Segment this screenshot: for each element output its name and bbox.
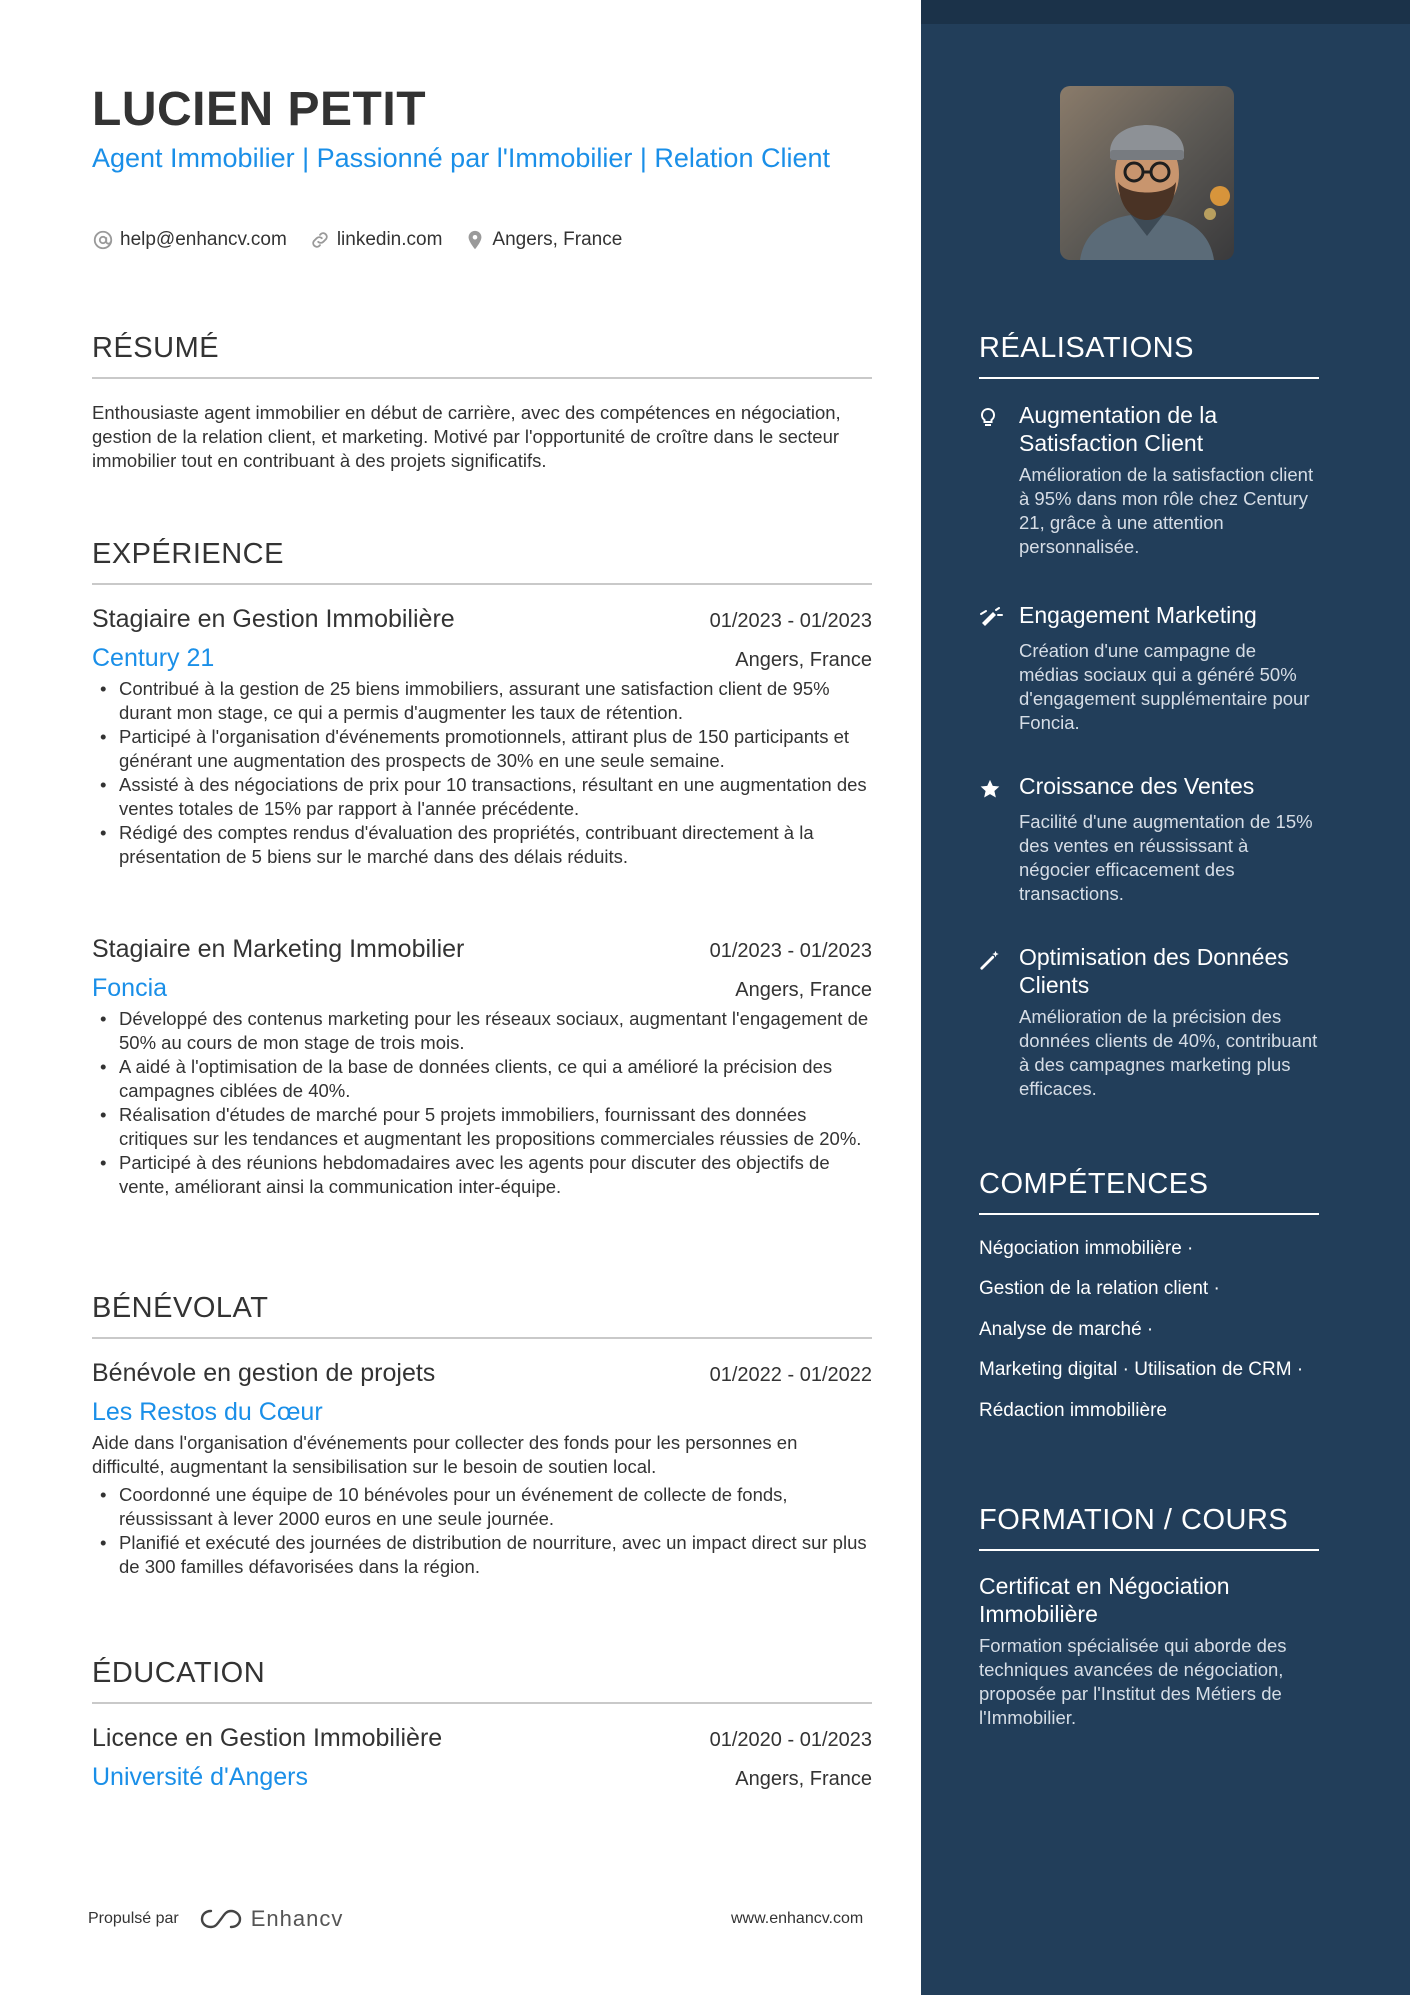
headline: Agent Immobilier | Passionné par l'Immobilier | Relation Client	[92, 143, 830, 173]
megaphone-icon	[979, 603, 1007, 633]
job-bullets	[92, 677, 872, 869]
enhancv-logo[interactable]	[199, 1906, 344, 1932]
achievement-title: Augmentation de la Satisfaction Client	[1019, 402, 1218, 456]
contact-bar	[92, 229, 644, 251]
achievement-desc: Création d'une campagne de médias sociaux qui a généré 50% d'engagement supplémentaire pour Foncia.	[1019, 640, 1310, 733]
achievement-title: Optimisation des Données Clients	[1019, 944, 1289, 998]
contact-linkedin[interactable]	[309, 229, 443, 251]
achievement-item	[979, 772, 1319, 906]
education-dates: 01/2020 - 01/2023	[709, 1729, 872, 1751]
education-location: Angers, France	[735, 1768, 872, 1790]
bullet-item: • Contribué à la gestion de 25 biens immobiliers, assurant une satisfaction client de 95% durant mon stage, ce qui a permis d'augmenter les taux de rétention.	[92, 677, 872, 725]
location-text: Angers, France	[492, 229, 623, 250]
skill-line: Marketing digital · Utilisation de CRM ·	[979, 1359, 1304, 1380]
course-desc: Formation spécialisée qui aborde des techniques avancées de négociation, proposée par l'Institut des Métiers de l'Immobilier.	[979, 1635, 1287, 1728]
profile-photo	[1060, 86, 1234, 260]
link-icon	[309, 229, 331, 251]
achievement-title: Engagement Marketing	[1019, 602, 1257, 628]
section-title-achievements: RÉALISATIONS	[979, 332, 1319, 379]
company-name[interactable]: Century 21	[92, 644, 215, 672]
enhancv-logo-icon	[199, 1907, 245, 1931]
email-text: help@enhancv.com	[120, 229, 287, 250]
job-location: Angers, France	[735, 649, 872, 671]
job-dates: 01/2023 - 01/2023	[709, 940, 872, 962]
footer-website[interactable]: www.enhancv.com	[731, 1910, 864, 1927]
bullet-item: • Planifié et exécuté des journées de distribution de nourriture, avec un impact direct sur plus de 300 familles défavorisées dans la région.	[92, 1531, 872, 1579]
skill-line: Négociation immobilière ·	[979, 1238, 1194, 1259]
sidebar-top-bar	[921, 0, 1410, 24]
star-icon	[979, 774, 1007, 804]
volunteer-role: Bénévole en gestion de projets	[92, 1359, 436, 1387]
job-title: Stagiaire en Gestion Immobilière	[92, 605, 455, 633]
achievement-item	[979, 401, 1319, 559]
powered-by-label: Propulsé par	[88, 1910, 179, 1927]
achievement-item	[979, 601, 1319, 735]
job-bullets	[92, 1007, 872, 1199]
brand-name: Enhancv	[250, 1906, 344, 1931]
summary-text: Enthousiaste agent immobilier en début de carrière, avec des compétences en négociation, gestion de la relation client, et marketing. Motivé par l'opportunité de croître dans le secteur immobilier tout en contribuant à des projets significatifs.	[92, 402, 841, 471]
job-dates: 01/2023 - 01/2023	[709, 610, 872, 632]
skill-line: Gestion de la relation client ·	[979, 1278, 1220, 1299]
achievement-desc: Amélioration de la précision des données clients de 40%, contribuant à des campagnes marketing plus efficaces.	[1019, 1006, 1318, 1099]
contact-email[interactable]	[92, 229, 287, 251]
bullet-item: • Rédigé des comptes rendus d'évaluation des propriétés, contribuant directement à la présentation de 5 biens sur le marché dans des délais réduits.	[92, 821, 872, 869]
achievement-title: Croissance des Ventes	[1019, 773, 1255, 799]
section-title-experience: EXPÉRIENCE	[92, 538, 872, 585]
magic-wand-icon	[979, 945, 1007, 975]
volunteer-org[interactable]: Les Restos du Cœur	[92, 1398, 323, 1426]
bullet-item: • Participé à des réunions hebdomadaires avec les agents pour discuter des objectifs de vente, améliorant ainsi la communication inter-équipe.	[92, 1151, 872, 1199]
degree: Licence en Gestion Immobilière	[92, 1724, 443, 1752]
at-icon	[92, 229, 114, 251]
volunteering-item	[92, 1359, 872, 1579]
linkedin-text: linkedin.com	[336, 229, 443, 250]
course-item	[979, 1572, 1319, 1730]
volunteer-description: Aide dans l'organisation d'événements pour collecter des fonds pour les personnes en difficulté, augmentant la sensibilisation sur le besoin de soutien local.	[92, 1432, 798, 1477]
bullet-item: • Participé à l'organisation d'événements promotionnels, attirant plus de 150 participants et générant une augmentation des prospects de 30% en une seule semaine.	[92, 725, 872, 773]
experience-item	[92, 935, 872, 1199]
section-title-summary: RÉSUMÉ	[92, 332, 872, 379]
footer-branding	[88, 1906, 343, 1932]
volunteer-dates: 01/2022 - 01/2022	[709, 1364, 872, 1386]
candidate-name: LUCIEN PETIT	[92, 83, 427, 136]
skill-line: Analyse de marché ·	[979, 1319, 1154, 1340]
section-title-courses: FORMATION / COURS	[979, 1504, 1319, 1551]
volunteer-bullets	[92, 1483, 872, 1579]
sidebar	[921, 0, 1410, 1995]
bullet-item: • Assisté à des négociations de prix pour 10 transactions, résultant en une augmentation des ventes totales de 15% par rapport à l'année précédente.	[92, 773, 872, 821]
company-name[interactable]: Foncia	[92, 974, 168, 1002]
achievement-desc: Amélioration de la satisfaction client à 95% dans mon rôle chez Century 21, grâce à une attention personnalisée.	[1019, 464, 1314, 557]
section-title-skills: COMPÉTENCES	[979, 1168, 1319, 1215]
skill-line: Rédaction immobilière	[979, 1400, 1167, 1421]
bullet-item: • Réalisation d'études de marché pour 5 projets immobiliers, fournissant des données critiques sur les tendances et augmentant les propositions commerciales réussies de 20%.	[92, 1103, 872, 1151]
location-pin-icon	[464, 229, 486, 251]
job-title: Stagiaire en Marketing Immobilier	[92, 935, 465, 963]
school-name[interactable]: Université d'Angers	[92, 1763, 308, 1791]
education-item	[92, 1724, 872, 1792]
bullet-item: • A aidé à l'optimisation de la base de données clients, ce qui a amélioré la précision des campagnes ciblées de 40%.	[92, 1055, 872, 1103]
achievement-desc: Facilité d'une augmentation de 15% des ventes en réussissant à négocier efficacement des transactions.	[1019, 811, 1313, 904]
section-title-education: ÉDUCATION	[92, 1657, 872, 1704]
experience-item	[92, 605, 872, 869]
lightbulb-icon	[979, 403, 1007, 433]
contact-location	[464, 229, 622, 251]
section-title-volunteering: BÉNÉVOLAT	[92, 1292, 872, 1339]
achievement-item	[979, 943, 1319, 1101]
course-name: Certificat en Négociation Immobilière	[979, 1573, 1230, 1627]
bullet-item: • Coordonné une équipe de 10 bénévoles pour un événement de collecte de fonds, réussissant à lever 2000 euros en une seule journée.	[92, 1483, 872, 1531]
job-location: Angers, France	[735, 979, 872, 1001]
bullet-item: • Développé des contenus marketing pour les réseaux sociaux, augmentant l'engagement de 50% au cours de mon stage de trois mois.	[92, 1007, 872, 1055]
